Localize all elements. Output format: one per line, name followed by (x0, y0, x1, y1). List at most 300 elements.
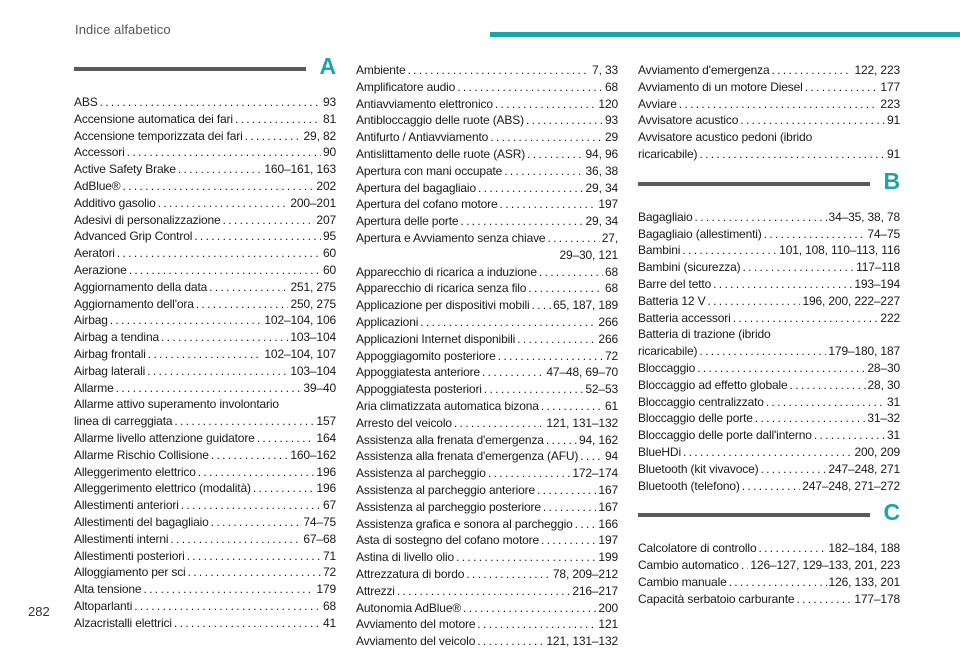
section-a-entries-col1 (74, 94, 336, 632)
index-entry (356, 129, 618, 146)
index-entry-row (74, 564, 336, 581)
index-entry-row (74, 380, 336, 397)
index-entry (638, 310, 900, 327)
dot-leader (196, 296, 289, 313)
index-entry (356, 280, 618, 297)
index-term: Assistenza al parcheggio (356, 466, 486, 481)
dot-leader (117, 245, 321, 262)
index-entry-row (356, 348, 618, 365)
index-term: Avviamento del veicolo (356, 634, 476, 649)
page-reference: 91 (886, 113, 900, 128)
page-reference: 166 (598, 516, 618, 531)
page-reference: 39–40 (303, 380, 336, 395)
dot-leader (742, 478, 801, 495)
index-term: Apertura e Avviamento senza chiave (356, 230, 546, 245)
index-column-1 (74, 53, 336, 632)
index-term: Apparecchio di ricarica a induzione (356, 264, 537, 279)
index-entry-row (356, 264, 618, 281)
page-reference: 200, 209 (854, 444, 900, 459)
dot-leader (488, 465, 571, 482)
index-entry-row (74, 195, 336, 212)
page-reference: 29, 34 (585, 180, 618, 195)
page-reference: 167 (598, 482, 618, 497)
page-reference: 34–35, 38, 78 (828, 209, 900, 224)
dot-leader (683, 444, 853, 461)
index-term: AdBlue® (74, 178, 121, 193)
dot-leader (253, 480, 315, 497)
index-entry-row (356, 163, 618, 180)
dot-leader (129, 262, 321, 279)
index-entry-row (74, 262, 336, 279)
index-term: Applicazioni (356, 314, 419, 329)
dot-leader (460, 213, 583, 230)
dot-leader (456, 549, 596, 566)
index-term: Calcolatore di controllo (638, 541, 757, 556)
page-reference: 179 (316, 582, 336, 597)
index-term: Apertura del cofano motore (356, 197, 498, 212)
page-reference: 29, 82 (303, 128, 336, 143)
page-reference: 27, (601, 230, 618, 245)
dot-leader (527, 146, 583, 163)
dot-leader (478, 180, 584, 197)
index-term: ABS (74, 95, 98, 109)
section-header-a (74, 53, 336, 94)
index-term: Arresto del veicolo (356, 415, 452, 430)
index-term: Altoparlanti (74, 598, 133, 613)
index-term: Accensione temporizzata dei fari (74, 128, 243, 143)
page-reference: 202 (316, 178, 336, 193)
index-term: Barre del tetto (638, 276, 712, 291)
page-reference: 78, 209–212 (552, 566, 618, 581)
index-entry (638, 96, 900, 113)
index-term: Airbag frontali (74, 346, 146, 361)
page-reference: 72 (322, 565, 336, 580)
dot-leader (743, 259, 855, 276)
page-reference: 68 (604, 79, 618, 94)
index-term: Antislittamento delle ruote (ASR) (356, 146, 526, 161)
index-entry-first-line: Batteria di trazione (ibrido (638, 327, 771, 342)
page-reference: 67 (322, 498, 336, 513)
page-reference: 223 (880, 96, 900, 111)
index-entry-row (74, 245, 336, 262)
dot-leader (580, 448, 603, 465)
index-entry (74, 312, 336, 329)
dot-leader (547, 230, 599, 247)
index-entry-row (638, 259, 900, 276)
dot-leader (170, 531, 301, 548)
index-entry-row (74, 447, 336, 464)
index-entry-row (74, 598, 336, 615)
index-term: Aria climatizzata automatica bizona (356, 398, 539, 413)
page-reference: 200 (598, 600, 618, 615)
index-term: Cambio manuale (638, 574, 727, 589)
index-term: Avviare (638, 96, 677, 111)
index-entry (74, 430, 336, 447)
index-term: Bloccaggio delle porte (638, 411, 753, 426)
index-entry (356, 516, 618, 533)
section-a-entries-col2 (356, 62, 618, 650)
dot-leader (245, 128, 302, 145)
index-entry-row (356, 600, 618, 617)
page-number: 282 (28, 604, 50, 619)
index-entry (74, 497, 336, 514)
page-reference: 251, 275 (290, 279, 336, 294)
page-reference: 266 (598, 314, 618, 329)
dot-leader (127, 144, 321, 161)
page-reference: 94, 162 (579, 432, 618, 447)
index-entry (74, 94, 336, 111)
index-entry (356, 331, 618, 348)
index-entry-first-line: Avvisatore acustico pedoni (ibrido (638, 130, 813, 145)
index-term: Autonomia AdBlue® (356, 600, 462, 615)
index-entry-row (74, 346, 336, 363)
index-term: Bloccaggio delle porte dall'interno (638, 428, 812, 443)
index-term: Allarme (74, 380, 114, 395)
dot-leader (100, 94, 321, 111)
page-reference: 179–180, 187 (828, 344, 900, 359)
index-entry-row (356, 398, 618, 415)
index-entry-row (638, 343, 900, 360)
index-entry (356, 213, 618, 230)
index-term: Apertura del bagagliaio (356, 180, 476, 195)
index-entry (356, 62, 618, 79)
index-term: Assistenza alla frenata d'emergenza (356, 432, 544, 447)
index-entry-row (356, 280, 618, 297)
page-reference: 60 (322, 246, 336, 261)
index-entry-row (356, 129, 618, 146)
page-reference: 157 (316, 414, 336, 429)
index-entry (638, 326, 900, 360)
index-entry (74, 245, 336, 262)
index-entry-row (356, 532, 618, 549)
dot-leader (517, 331, 596, 348)
page-reference: 41 (322, 615, 336, 630)
index-term: Alzacristalli elettrici (74, 615, 172, 630)
dot-leader (110, 312, 263, 329)
dot-leader (772, 62, 853, 79)
dot-leader (697, 360, 865, 377)
index-term: Avviamento di un motore Diesel (638, 79, 803, 94)
dot-leader (740, 112, 885, 129)
page-reference: 52–53 (585, 382, 618, 397)
index-entry-row (356, 146, 618, 163)
index-term: Avvisatore acustico (638, 113, 739, 128)
index-term: Airbag (74, 313, 108, 328)
index-term: Amplificatore audio (356, 79, 456, 94)
dot-leader (733, 310, 879, 327)
index-entry (356, 566, 618, 583)
dot-leader (235, 111, 321, 128)
page-reference: 31 (886, 428, 900, 443)
page-reference: 72 (604, 348, 618, 363)
index-entry (638, 427, 900, 444)
page-reference: 247–248, 271–272 (802, 478, 900, 493)
dot-leader (143, 581, 314, 598)
index-term: Bloccaggio (638, 360, 696, 375)
page-reference: 266 (598, 331, 618, 346)
index-entry-row (74, 413, 336, 430)
index-entry (74, 296, 336, 313)
section-letter-c: C (883, 499, 900, 526)
index-entry-row (356, 465, 618, 482)
dot-leader (541, 398, 603, 415)
index-entry-row (74, 430, 336, 447)
index-entry (74, 178, 336, 195)
index-term: Asta di sostegno del cofano motore (356, 533, 540, 548)
dot-leader (699, 146, 885, 163)
index-entry-row (74, 615, 336, 632)
index-term: Adesivi di personalizzazione (74, 212, 221, 227)
index-entry-row (74, 178, 336, 195)
index-term: Attrezzatura di bordo (356, 566, 465, 581)
index-term: Bloccaggio ad effetto globale (638, 377, 788, 392)
page-reference: 160–162 (290, 447, 336, 462)
index-term: Airbag laterali (74, 363, 146, 378)
dot-leader (194, 228, 321, 245)
dot-leader (541, 532, 596, 549)
dot-leader (257, 430, 315, 447)
index-term: BlueHDi (638, 444, 681, 459)
index-entry (356, 633, 618, 650)
dot-leader (695, 209, 827, 226)
dot-leader (466, 566, 551, 583)
dot-leader (463, 600, 596, 617)
index-term: Alleggerimento elettrico (74, 464, 196, 479)
index-entry (356, 448, 618, 465)
page-reference: 200–201 (290, 195, 336, 210)
index-entry-row (74, 514, 336, 531)
page-reference: 222 (880, 310, 900, 325)
index-entry-row (638, 242, 900, 259)
index-entry-row (638, 226, 900, 243)
index-entry (638, 394, 900, 411)
section-rule (74, 67, 306, 71)
index-term: Cambio automatico (638, 558, 739, 573)
dot-leader (504, 163, 583, 180)
index-entry-row (638, 293, 900, 310)
index-entry (74, 564, 336, 581)
page-reference: 68 (322, 598, 336, 613)
index-entry (74, 531, 336, 548)
index-entry (638, 242, 900, 259)
index-entry (74, 615, 336, 632)
index-term: Antifurto / Antiavviamento (356, 130, 489, 145)
section-letter-b: B (883, 167, 900, 194)
index-term: Assistenza al parcheggio posteriore (356, 499, 541, 514)
index-term: Batteria accessori (638, 310, 731, 325)
dot-leader (805, 79, 879, 96)
index-entry-row (74, 161, 336, 178)
dot-leader (707, 293, 800, 310)
index-term: Assistenza alla frenata d'emergenza (AFU) (356, 449, 579, 464)
index-term: ricaricabile) (638, 146, 698, 161)
page-reference: 182–184, 188 (828, 541, 900, 556)
page-reference: 196 (316, 481, 336, 496)
index-entry-row (356, 516, 618, 533)
index-term: Appoggiatesta posteriori (356, 382, 482, 397)
index-term: Bagagliaio (638, 209, 693, 224)
index-entry-row (356, 213, 618, 230)
index-term: Allestimenti anteriori (74, 498, 179, 513)
index-term: Avviamento d'emergenza (638, 63, 770, 77)
index-entry (74, 514, 336, 531)
section-rule (638, 513, 870, 517)
index-entry (638, 574, 900, 591)
dot-leader (420, 314, 596, 331)
index-entry-row (638, 112, 900, 129)
index-term: Apparecchio di ricarica senza filo (356, 281, 527, 296)
dot-leader (198, 464, 315, 481)
index-term: Bagagliaio (allestimenti) (638, 226, 762, 241)
index-entry (356, 583, 618, 600)
index-term: Assistenza al parcheggio anteriore (356, 482, 536, 497)
page-reference: 28, 30 (867, 377, 900, 392)
dot-leader (161, 329, 288, 346)
dot-leader (123, 178, 315, 195)
index-entry-row (74, 581, 336, 598)
index-entry-row (638, 461, 900, 478)
index-term: Batteria 12 V (638, 293, 706, 308)
index-entry (356, 297, 618, 314)
index-entry-row (638, 146, 900, 163)
dot-leader (495, 96, 597, 113)
index-entry-row (638, 557, 900, 574)
section-letter-a: A (319, 53, 336, 79)
dot-leader (174, 413, 314, 430)
index-entry (638, 112, 900, 129)
index-entry (74, 480, 336, 497)
index-entry-row (356, 448, 618, 465)
dot-leader (477, 616, 596, 633)
index-term: Aggiornamento della data (74, 279, 208, 294)
dot-leader (134, 598, 321, 615)
index-entry (356, 499, 618, 516)
dot-leader (211, 514, 302, 531)
index-term: Airbag a tendina (74, 330, 159, 345)
section-header-c (638, 499, 900, 540)
index-entry (74, 161, 336, 178)
index-term: Allestimenti interni (74, 531, 169, 546)
page-reference: 94, 96 (585, 146, 618, 161)
index-entry-row (74, 548, 336, 565)
page-reference: 120 (598, 96, 618, 111)
index-term: Appoggiagomito posteriore (356, 348, 496, 363)
page-reference: 103–104 (290, 330, 336, 345)
index-entry-row (356, 381, 618, 398)
section-rule (638, 182, 870, 186)
page-reference: 65, 187, 189 (553, 298, 618, 313)
index-entry (356, 230, 618, 264)
index-entry-row (638, 394, 900, 411)
page-reference: 68 (604, 264, 618, 279)
index-term: Bluetooth (kit vivavoce) (638, 461, 759, 476)
index-entry (356, 96, 618, 113)
index-entry-row (356, 79, 618, 96)
index-entry (638, 226, 900, 243)
page-reference: 197 (598, 197, 618, 212)
page-reference: 74–75 (303, 514, 336, 529)
index-entry-row (356, 112, 618, 129)
index-term: Ambiente (356, 63, 406, 77)
dot-leader (537, 482, 596, 499)
dot-leader (187, 548, 321, 565)
dot-leader (755, 410, 866, 427)
page-reference: 28–30 (867, 360, 900, 375)
index-entry-row (638, 79, 900, 96)
index-entry-row (638, 62, 900, 79)
index-entry-row (74, 296, 336, 313)
index-entry (356, 415, 618, 432)
dot-leader (682, 242, 777, 259)
index-entry (74, 396, 336, 430)
index-entry (356, 465, 618, 482)
index-term: Applicazioni Internet disponibili (356, 331, 516, 346)
index-entry-row (638, 310, 900, 327)
index-entry-row (638, 410, 900, 427)
index-entry-row (638, 540, 900, 557)
index-term: Additivo gasolio (74, 195, 156, 210)
header-accent-bar (490, 32, 960, 37)
index-column-2 (356, 62, 618, 650)
page-reference: 94 (604, 449, 618, 464)
index-entry (74, 346, 336, 363)
index-entry (74, 262, 336, 279)
dot-leader (498, 348, 603, 365)
index-entry-row (638, 478, 900, 495)
index-entry (638, 540, 900, 557)
index-term: Allarme livello attenzione guidatore (74, 430, 255, 445)
index-entry (74, 144, 336, 161)
index-term: Allestimenti posteriori (74, 548, 185, 563)
page-reference: 193–194 (854, 276, 900, 291)
page-reference: 47–48, 69–70 (546, 365, 618, 380)
dot-leader (546, 432, 577, 449)
dot-leader (477, 633, 544, 650)
dot-leader (211, 447, 289, 464)
index-term: ricaricabile) (638, 344, 698, 359)
index-entry-row (74, 531, 336, 548)
index-term: Antibloccaggio delle ruote (ABS) (356, 113, 524, 128)
index-entry (638, 259, 900, 276)
index-term: linea di carreggiata (74, 414, 173, 429)
dot-leader (454, 415, 545, 432)
index-term: Capacità serbatoio carburante (638, 591, 795, 606)
dot-leader (764, 226, 866, 243)
index-entry-row (74, 329, 336, 346)
page-reference: 29, 34 (585, 214, 618, 229)
index-entry-row (356, 96, 618, 113)
index-entry (356, 314, 618, 331)
index-entry (356, 264, 618, 281)
page-reference: 102–104, 106 (264, 313, 336, 328)
index-term: Aeratori (74, 246, 115, 261)
index-entry-row (356, 364, 618, 381)
index-term: Alloggiamento per sci (74, 565, 186, 580)
dot-leader (158, 195, 289, 212)
dot-leader (484, 381, 584, 398)
index-entry-row (638, 276, 900, 293)
index-term: Bambini (638, 243, 681, 258)
page-reference: 167 (598, 499, 618, 514)
index-entry (356, 163, 618, 180)
index-entry-row (356, 566, 618, 583)
index-term: Alta tensione (74, 582, 142, 597)
page-reference: 36, 38 (585, 163, 618, 178)
index-term: Avviamento del motore (356, 617, 476, 632)
index-entry-row (638, 574, 900, 591)
dot-leader (699, 343, 826, 360)
dot-leader (490, 129, 603, 146)
